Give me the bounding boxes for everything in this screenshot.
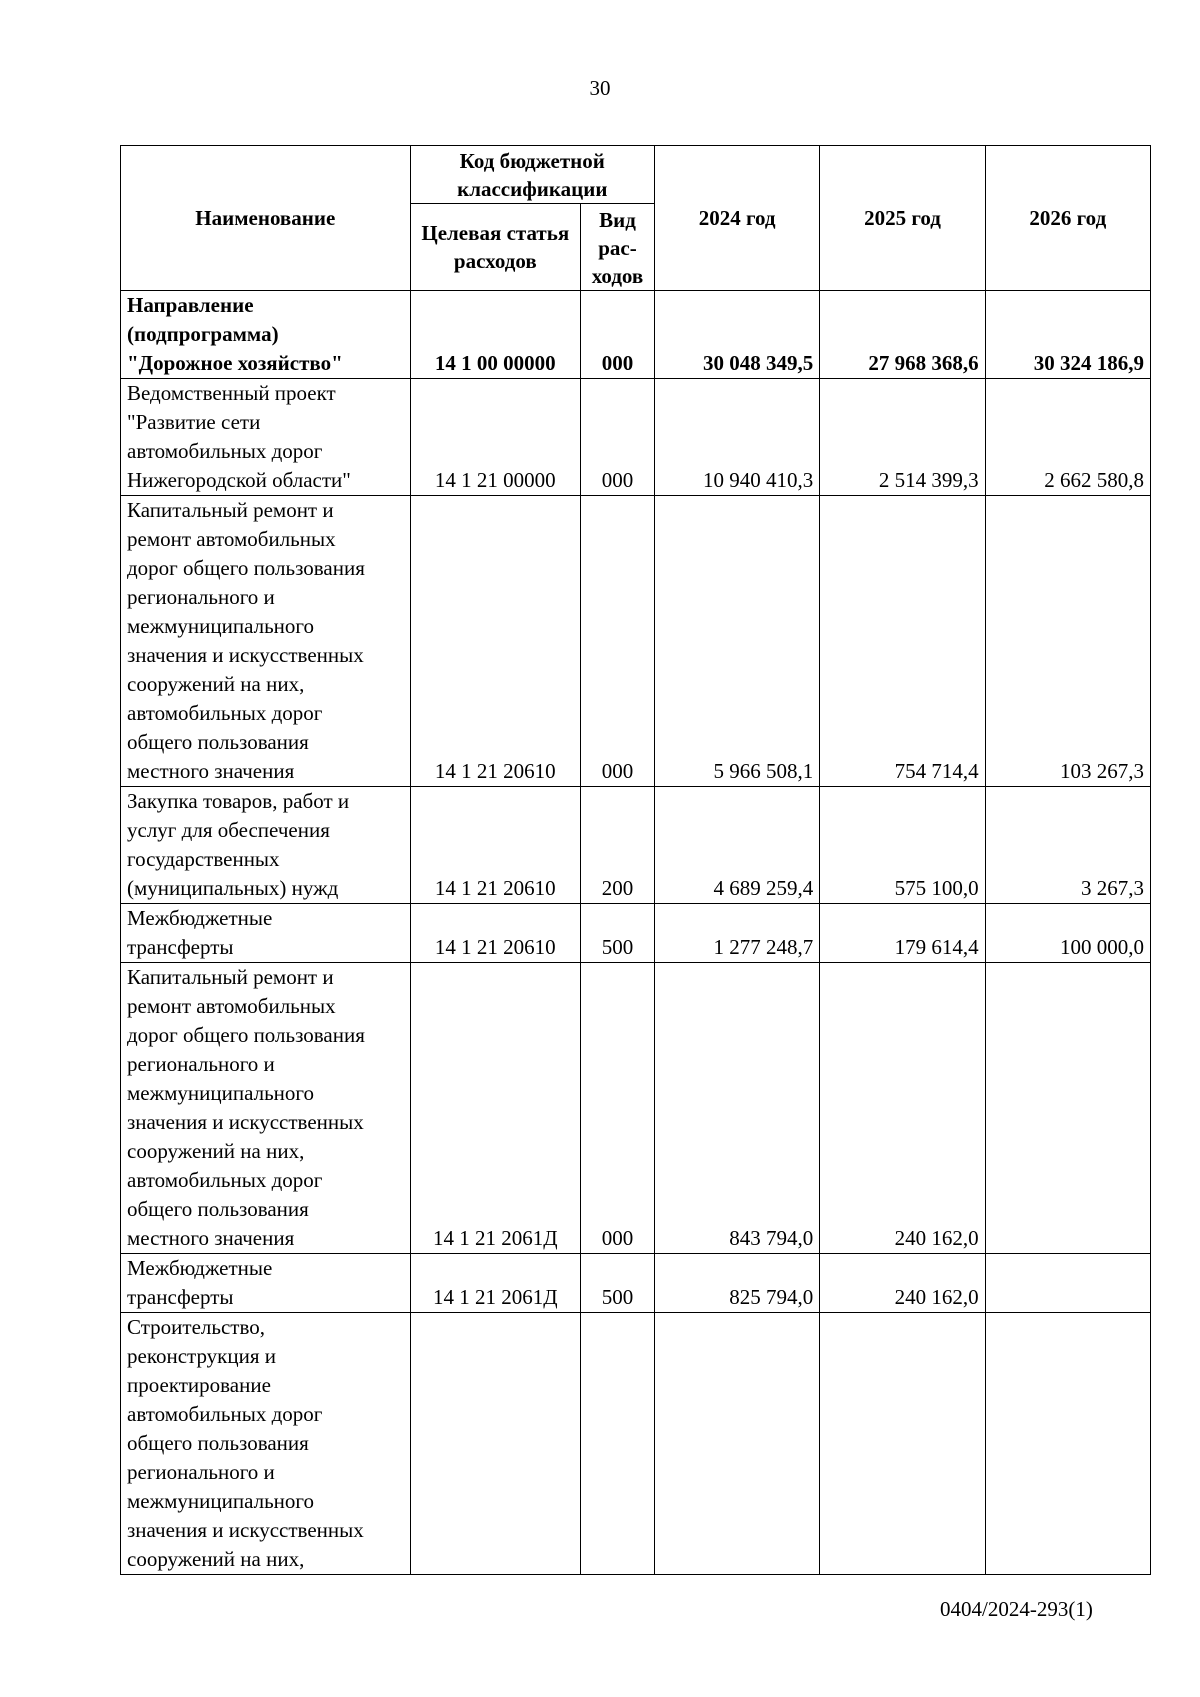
row-value-2024: 843 794,0 xyxy=(654,963,819,1254)
row-name: Межбюджетные трансферты xyxy=(121,904,411,963)
row-value-2026: 3 267,3 xyxy=(985,787,1150,904)
row-target-code: 14 1 21 20610 xyxy=(410,904,580,963)
row-value-2026: 2 662 580,8 xyxy=(985,379,1150,496)
row-target-code: 14 1 00 00000 xyxy=(410,291,580,379)
row-value-2024: 10 940 410,3 xyxy=(654,379,819,496)
row-value-2024: 30 048 349,5 xyxy=(654,291,819,379)
row-expense-type: 000 xyxy=(581,379,655,496)
table-row xyxy=(121,963,1151,1254)
row-value-2025: 240 162,0 xyxy=(820,1254,985,1313)
row-expense-type: 000 xyxy=(581,963,655,1254)
row-value-2025: 240 162,0 xyxy=(820,963,985,1254)
table-row xyxy=(121,904,1151,963)
row-value-2024: 1 277 248,7 xyxy=(654,904,819,963)
row-value-2026: 100 000,0 xyxy=(985,904,1150,963)
row-value-2026: 103 267,3 xyxy=(985,496,1150,787)
row-name: Закупка товаров, работ и услуг для обеспечения государственных (муниципальных) нужд xyxy=(121,787,411,904)
header-year-2025: 2025 год xyxy=(820,146,985,291)
row-target-code: 14 1 21 00000 xyxy=(410,379,580,496)
header-target-article: Целевая статья расходов xyxy=(410,204,580,291)
table-row xyxy=(121,496,1151,787)
row-value-2026: 30 324 186,9 xyxy=(985,291,1150,379)
page-number: 30 xyxy=(589,76,611,100)
header-year-2026: 2026 год xyxy=(985,146,1150,291)
row-target-code: 14 1 21 2061Д xyxy=(410,963,580,1254)
row-expense-type: 500 xyxy=(581,904,655,963)
row-name: Межбюджетные трансферты xyxy=(121,1254,411,1313)
row-value-2025: 27 968 368,6 xyxy=(820,291,985,379)
table-row xyxy=(121,379,1151,496)
row-value-2025: 2 514 399,3 xyxy=(820,379,985,496)
row-expense-type xyxy=(581,1313,655,1575)
table-row xyxy=(121,787,1151,904)
row-value-2025: 575 100,0 xyxy=(820,787,985,904)
document-code: 0404/2024-293(1) xyxy=(940,1597,1093,1621)
row-value-2026 xyxy=(985,963,1150,1254)
row-name: Капитальный ремонт и ремонт автомобильных дорог общего пользования регионального и межмуниципального значения и искусственных сооружений на них, автомобильных дорог общего пользования местного значения xyxy=(121,963,411,1254)
table-row xyxy=(121,1254,1151,1313)
row-name: Капитальный ремонт и ремонт автомобильных дорог общего пользования регионального и межмуниципального значения и искусственных сооружений на них, автомобильных дорог общего пользования местного значения xyxy=(121,496,411,787)
row-target-code: 14 1 21 20610 xyxy=(410,787,580,904)
header-year-2024: 2024 год xyxy=(654,146,819,291)
header-expense-type: Вид рас-ходов xyxy=(581,204,655,291)
row-name: Ведомственный проект "Развитие сети автомобильных дорог Нижегородской области" xyxy=(121,379,411,496)
row-value-2025: 754 714,4 xyxy=(820,496,985,787)
row-target-code: 14 1 21 2061Д xyxy=(410,1254,580,1313)
row-expense-type: 000 xyxy=(581,291,655,379)
table-row xyxy=(121,1313,1151,1575)
row-value-2024: 4 689 259,4 xyxy=(654,787,819,904)
row-value-2025 xyxy=(820,1313,985,1575)
row-target-code: 14 1 21 20610 xyxy=(410,496,580,787)
row-expense-type: 000 xyxy=(581,496,655,787)
header-budget-code: Код бюджетной классификации xyxy=(410,146,654,204)
row-value-2024 xyxy=(654,1313,819,1575)
row-value-2026 xyxy=(985,1254,1150,1313)
row-value-2025: 179 614,4 xyxy=(820,904,985,963)
row-value-2026 xyxy=(985,1313,1150,1575)
row-value-2024: 825 794,0 xyxy=(654,1254,819,1313)
row-name: Строительство, реконструкция и проектирование автомобильных дорог общего пользования регионального и межмуниципального значения и искусственных сооружений на них, xyxy=(121,1313,411,1575)
row-target-code xyxy=(410,1313,580,1575)
row-name: Направление (подпрограмма) "Дорожное хозяйство" xyxy=(121,291,411,379)
budget-table xyxy=(120,145,1151,1575)
row-expense-type: 200 xyxy=(581,787,655,904)
row-expense-type: 500 xyxy=(581,1254,655,1313)
header-name: Наименование xyxy=(121,146,411,291)
table-row xyxy=(121,291,1151,379)
row-value-2024: 5 966 508,1 xyxy=(654,496,819,787)
